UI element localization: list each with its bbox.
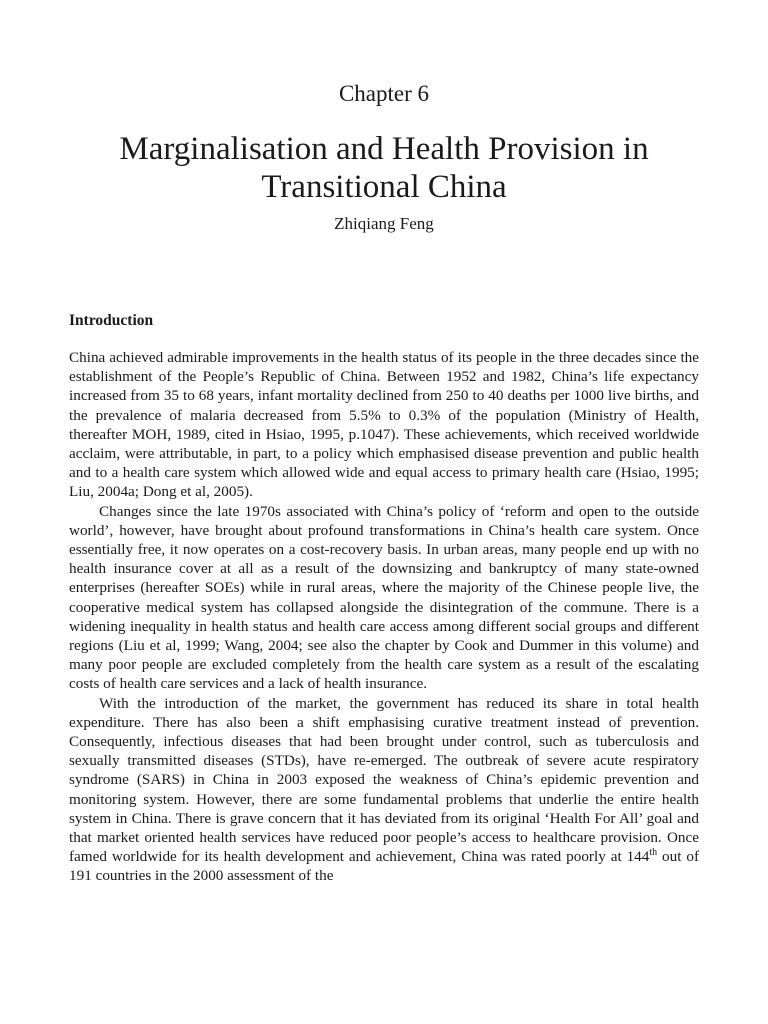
chapter-title-line-2: Transitional China <box>261 169 507 205</box>
chapter-label: Chapter 6 <box>338 81 430 106</box>
section-heading: Introduction <box>69 312 154 329</box>
ordinal-superscript: th <box>649 847 658 859</box>
paragraph-3 <box>69 694 699 886</box>
paragraph-3-text: With the introduction of the market, the government has reduced its share in total health expenditure. There has also been a shift emphasising curative treatment instead of prevention. Consequently, infectious diseases that had been brought under control, such as tuberculosis and sexually transmitted diseases (STDs), have re-emerged. The outbreak of severe acute respiratory syndrome (SARS) in China in 2003 exposed the weakness of China’s epidemic prevention and monitoring system. However, there are some fundamental problems that underlie the entire health system in China. There is grave concern that it has deviated from its original ‘Health For All’ goal and that market oriented health services have reduced poor people’s access to healthcare provision. Once famed worldwide for its health development and achievement, China was rated poorly at 144 <box>69 694 699 866</box>
chapter-title <box>69 130 699 206</box>
paragraph-3-tail: out of 191 countries in the 2000 assessment of the <box>69 848 700 885</box>
paragraph-1: China achieved admirable improvements in the health status of its people in the three decades since the establishment of the People’s Republic of China. Between 1952 and 1982, China’s life expectancy increased from 35 to 68 years, infant mortality declined from 250 to 40 deaths per 1000 live births, and the prevalence of malaria decreased from 5.5% to 0.3% of the population (Ministry of Health, thereafter MOH, 1989, cited in Hsiao, 1995, p.1047). These achievements, which received worldwide acclaim, were attributable, in part, to a policy which emphasised disease prevention and public health and to a health care system which allowed wide and equal access to primary health care (Hsiao, 1995; Liu, 2004a; Dong et al, 2005). <box>69 349 699 501</box>
body-text <box>69 348 699 886</box>
chapter-title-line-1: Marginalisation and Health Provision in <box>119 131 649 167</box>
book-page <box>69 0 699 1024</box>
paragraph-2: Changes since the late 1970s associated with China’s policy of ‘reform and open to the outside world’, however, have brought about profound transformations in China’s health care system. Once essentially free, it now operates on a cost-recovery basis. In urban areas, many people end up with no health insurance cover at all as a result of the downsizing and bankruptcy of many state-owned enterprises (hereafter SOEs) while in rural areas, where the majority of the Chinese people live, the cooperative medical system has collapsed alongside the disintegration of the commune. There is a widening inequality in health status and health care access among different social groups and different regions (Liu et al, 1999; Wang, 2004; see also the chapter by Cook and Dummer in this volume) and many poor people are excluded completely from the health care system as a result of the escalating costs of health care services and a lack of health insurance. <box>69 502 699 693</box>
chapter-author: Zhiqiang Feng <box>334 214 434 233</box>
